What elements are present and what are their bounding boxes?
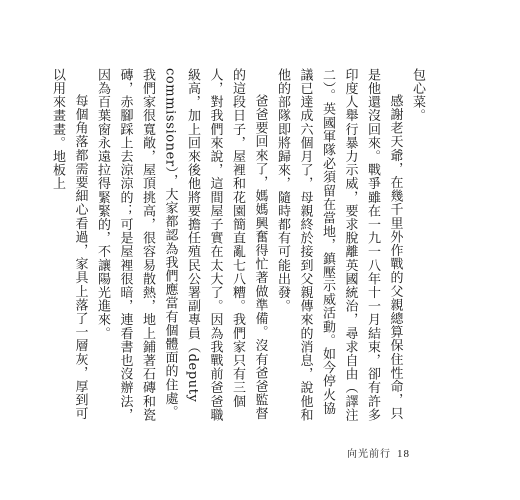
paragraph-4: 每個角落都需要細心看過，家具上落了一層灰，厚到可以用來畫畫。地板上 bbox=[50, 68, 88, 421]
paragraph-3: 爸爸要回來了，媽媽興奮得忙著做準備。沒有爸爸監督的這段日子，屋裡和花園簡直亂七八糟。我們家只有三個人，對我們來說，這間屋子實在太大了。因為我戰前爸爸職級高，加上回來後他將要擔任殖民公署副專員（deputy commissioner），大家都認為我們應當有個體面的住處。我們家很寬敞，屋頂挑高，很容易散熱，地上鋪著石磚和瓷磚，赤腳踩上去涼涼的；可是屋裡很暗，連看書也沒辦法，因為百葉窗永遠拉得緊緊的，不讓陽光進來。 bbox=[95, 68, 268, 422]
paragraph-1: 包心菜。 bbox=[410, 68, 425, 123]
running-title: 向光前行 bbox=[347, 449, 391, 460]
page-number: 18 bbox=[397, 448, 410, 460]
paragraph-2: 感謝老天爺，在幾千里外作戰的父親總算保住性命，只是他還沒回來。戰爭雖在一九一八年十一月結束，卻有許多印度人舉行暴力示威，要求脫離英國統治，尋求自由（譯注二）。英國軍隊必須留在當地，鎮壓示威活動。如今停火協議已達成六個月了，母親終於接到父親傳來的消息，說他和他的部隊即將歸來，隨時都有可能出發。 bbox=[275, 68, 403, 422]
body-text bbox=[50, 68, 428, 426]
page-footer bbox=[347, 445, 410, 460]
